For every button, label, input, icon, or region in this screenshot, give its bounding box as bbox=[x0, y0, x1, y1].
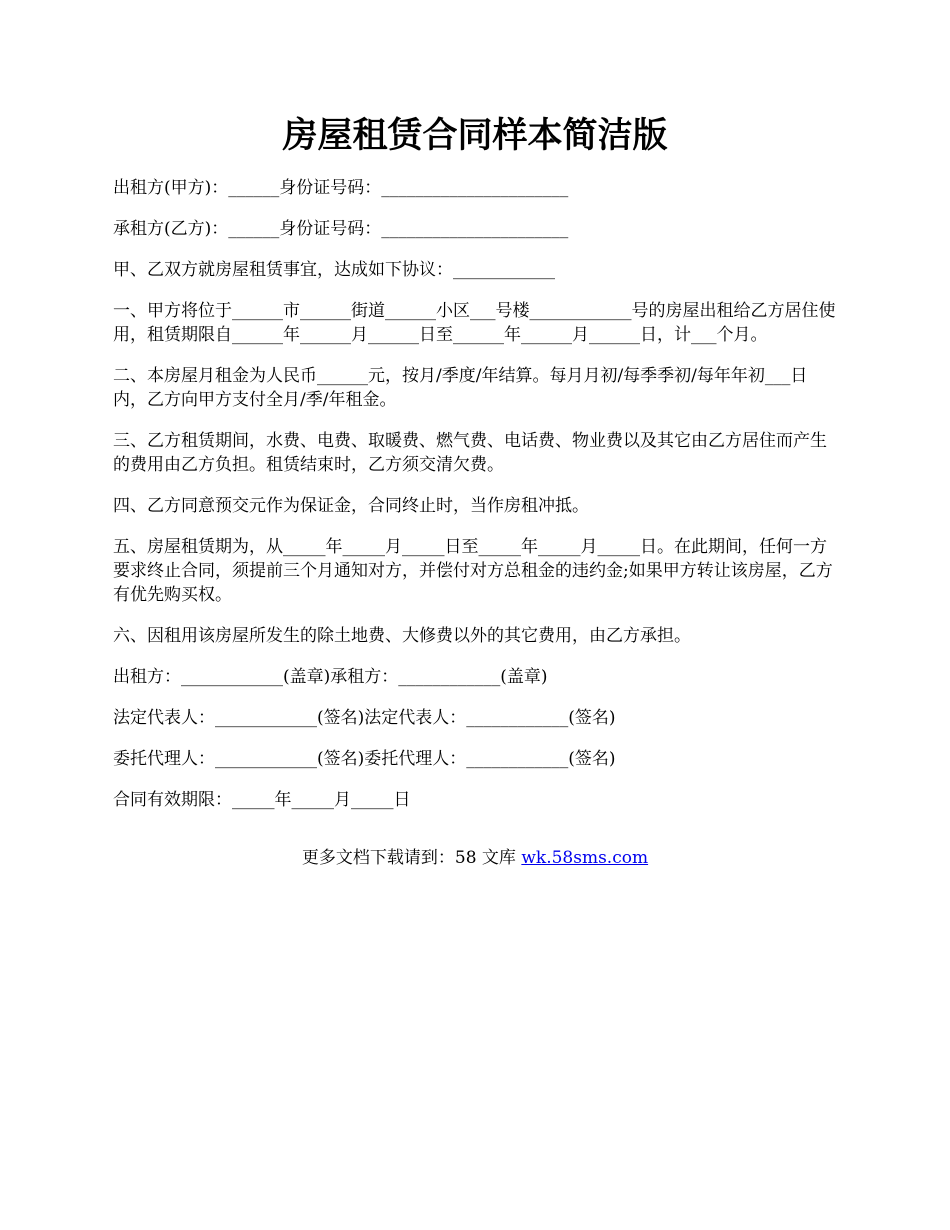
paragraph-clause-5: 五、房屋租赁期为，从_____年_____月_____日至_____年_____月_____日。在此期间，任何一方要求终止合同，须提前三个月通知对方，并偿付对方总租金的违约金;如果甲方转让该房屋，乙方有优先购买权。 bbox=[113, 537, 833, 605]
paragraph-lessee: 承租方(乙方)：______身份证号码：______________________ bbox=[113, 219, 569, 239]
paragraph-clause-1: 一、甲方将位于______市______街道______小区___号楼____________号的房屋出租给乙方居住使用，租赁期限自______年______月______日至______年______月______日，计___个月。 bbox=[113, 301, 836, 345]
signature-authorized-agent: 委托代理人：____________(签名)委托代理人：____________(签名) bbox=[113, 749, 616, 769]
footer-text: 更多文档下载请到：58 文库 bbox=[301, 848, 522, 868]
paragraph-lessor: 出租方(甲方)：______身份证号码：______________________ bbox=[113, 178, 569, 198]
signature-legal-representative: 法定代表人：____________(签名)法定代表人：____________(签名) bbox=[113, 708, 616, 728]
footer-link[interactable]: wk.58sms.com bbox=[521, 848, 649, 868]
paragraph-clause-6: 六、因租用该房屋所发生的除土地费、大修费以外的其它费用，由乙方承担。 bbox=[113, 626, 691, 646]
paragraph-clause-3: 三、乙方租赁期间，水费、电费、取暖费、燃气费、电话费、物业费以及其它由乙方居住而产生的费用由乙方负担。租赁结束时，乙方须交清欠费。 bbox=[113, 431, 827, 475]
contract-validity-period: 合同有效期限：_____年_____月_____日 bbox=[113, 790, 411, 810]
paragraph-clause-4: 四、乙方同意预交元作为保证金，合同终止时，当作房租冲抵。 bbox=[113, 496, 589, 516]
contract-body bbox=[113, 176, 840, 829]
document-title: 房屋租赁合同样本简洁版 bbox=[282, 115, 668, 156]
signature-parties: 出租方：____________(盖章)承租方：____________(盖章) bbox=[113, 667, 548, 687]
paragraph-clause-2: 二、本房屋月租金为人民币______元，按月/季度/年结算。每月月初/每季季初/每年年初___日内，乙方向甲方支付全月/季/年租金。 bbox=[113, 366, 808, 410]
paragraph-agreement-intro: 甲、乙双方就房屋租赁事宜，达成如下协议：____________ bbox=[113, 260, 555, 280]
download-footer bbox=[0, 845, 950, 871]
